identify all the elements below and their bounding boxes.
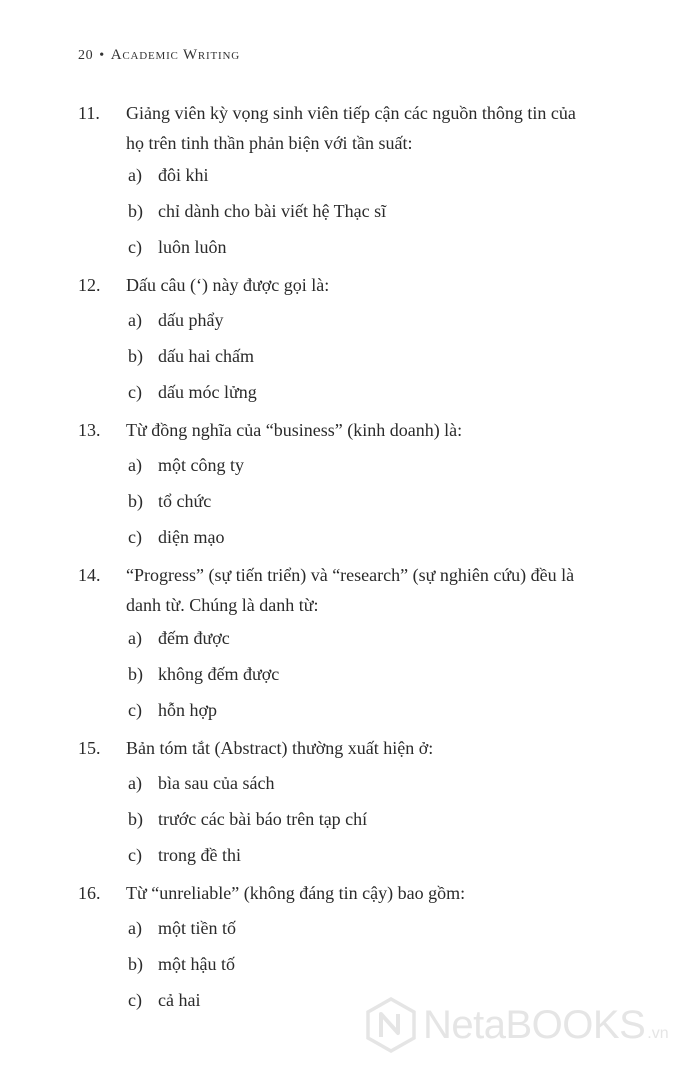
question-text: Từ đồng nghĩa của “business” (kinh doanh) là: [126, 420, 463, 440]
question-number: 16. [78, 883, 101, 903]
question-text: Từ “unreliable” (không đáng tin cậy) bao gồm: [126, 883, 466, 903]
option-text: dấu phẩy [158, 310, 224, 330]
watermark [365, 993, 685, 1057]
question-text: Giảng viên kỳ vọng sinh viên tiếp cận các nguồn thông tin của [126, 103, 576, 123]
option-letter: a) [128, 918, 142, 938]
option-letter: a) [128, 165, 142, 185]
option-12a [128, 307, 223, 333]
option-text: luôn luôn [158, 237, 227, 257]
question-16 [78, 878, 638, 908]
option-11b [128, 198, 386, 224]
option-16c [128, 987, 200, 1013]
option-letter: c) [128, 527, 142, 547]
option-14a [128, 625, 230, 651]
option-16a [128, 915, 236, 941]
option-text: đôi khi [158, 165, 209, 185]
option-text: một công ty [158, 455, 244, 475]
option-14b [128, 661, 279, 687]
question-text-continued: danh từ. Chúng là danh từ: [126, 595, 319, 615]
question-text: “Progress” (sự tiến triển) và “research” (sự nghiên cứu) đều là [126, 565, 575, 585]
option-12b [128, 343, 254, 369]
bullet: • [99, 48, 105, 63]
question-12 [78, 270, 638, 300]
option-16b [128, 951, 235, 977]
watermark-suffix: .vn [647, 1025, 669, 1042]
option-letter: a) [128, 628, 142, 648]
option-letter: b) [128, 664, 143, 684]
option-11c [128, 234, 227, 260]
question-text-continued: họ trên tinh thần phản biện với tần suất: [126, 133, 413, 153]
option-text: cả hai [158, 990, 201, 1010]
option-15c [128, 842, 241, 868]
question-11 [78, 98, 638, 158]
option-letter: c) [128, 700, 142, 720]
option-letter: b) [128, 346, 143, 366]
question-15 [78, 733, 638, 763]
option-13b [128, 488, 211, 514]
option-letter: a) [128, 310, 142, 330]
running-head-title: Academic Writing [110, 47, 240, 63]
option-letter: c) [128, 845, 142, 865]
option-text: dấu móc lửng [158, 382, 257, 402]
option-letter: b) [128, 491, 143, 511]
watermark-text: NetaBOOKS [423, 1003, 646, 1047]
option-text: dấu hai chấm [158, 346, 254, 366]
option-11a [128, 162, 209, 188]
question-number: 13. [78, 420, 101, 440]
option-letter: b) [128, 809, 143, 829]
option-text: một hậu tố [158, 954, 235, 974]
option-text: tổ chức [158, 491, 212, 511]
option-letter: a) [128, 773, 142, 793]
option-13c [128, 524, 224, 550]
option-15b [128, 806, 367, 832]
option-text: không đếm được [158, 664, 280, 684]
option-15a [128, 770, 274, 796]
question-13 [78, 415, 638, 445]
question-text: Bản tóm tắt (Abstract) thường xuất hiện ở: [126, 738, 434, 758]
question-number: 14. [78, 565, 101, 585]
option-letter: a) [128, 455, 142, 475]
question-number: 12. [78, 275, 101, 295]
running-head [78, 47, 240, 64]
question-number: 15. [78, 738, 101, 758]
question-number: 11. [78, 103, 100, 123]
option-14c [128, 697, 217, 723]
option-text: đếm được [158, 628, 230, 648]
option-letter: b) [128, 201, 143, 221]
option-text: bìa sau của sách [158, 773, 275, 793]
option-text: chỉ dành cho bài viết hệ Thạc sĩ [158, 201, 387, 221]
option-letter: b) [128, 954, 143, 974]
option-text: trong đề thi [158, 845, 241, 865]
option-letter: c) [128, 382, 142, 402]
netabooks-logo-icon [365, 997, 417, 1053]
question-text: Dấu câu (‘) này được gọi là: [126, 275, 330, 295]
option-text: diện mạo [158, 527, 225, 547]
page-number: 20 [78, 48, 94, 63]
option-text: hỗn hợp [158, 700, 218, 720]
option-text: trước các bài báo trên tạp chí [158, 809, 368, 829]
option-13a [128, 452, 244, 478]
option-12c [128, 379, 257, 405]
option-letter: c) [128, 237, 142, 257]
option-letter: c) [128, 990, 142, 1010]
question-14 [78, 560, 638, 620]
option-text: một tiền tố [158, 918, 236, 938]
